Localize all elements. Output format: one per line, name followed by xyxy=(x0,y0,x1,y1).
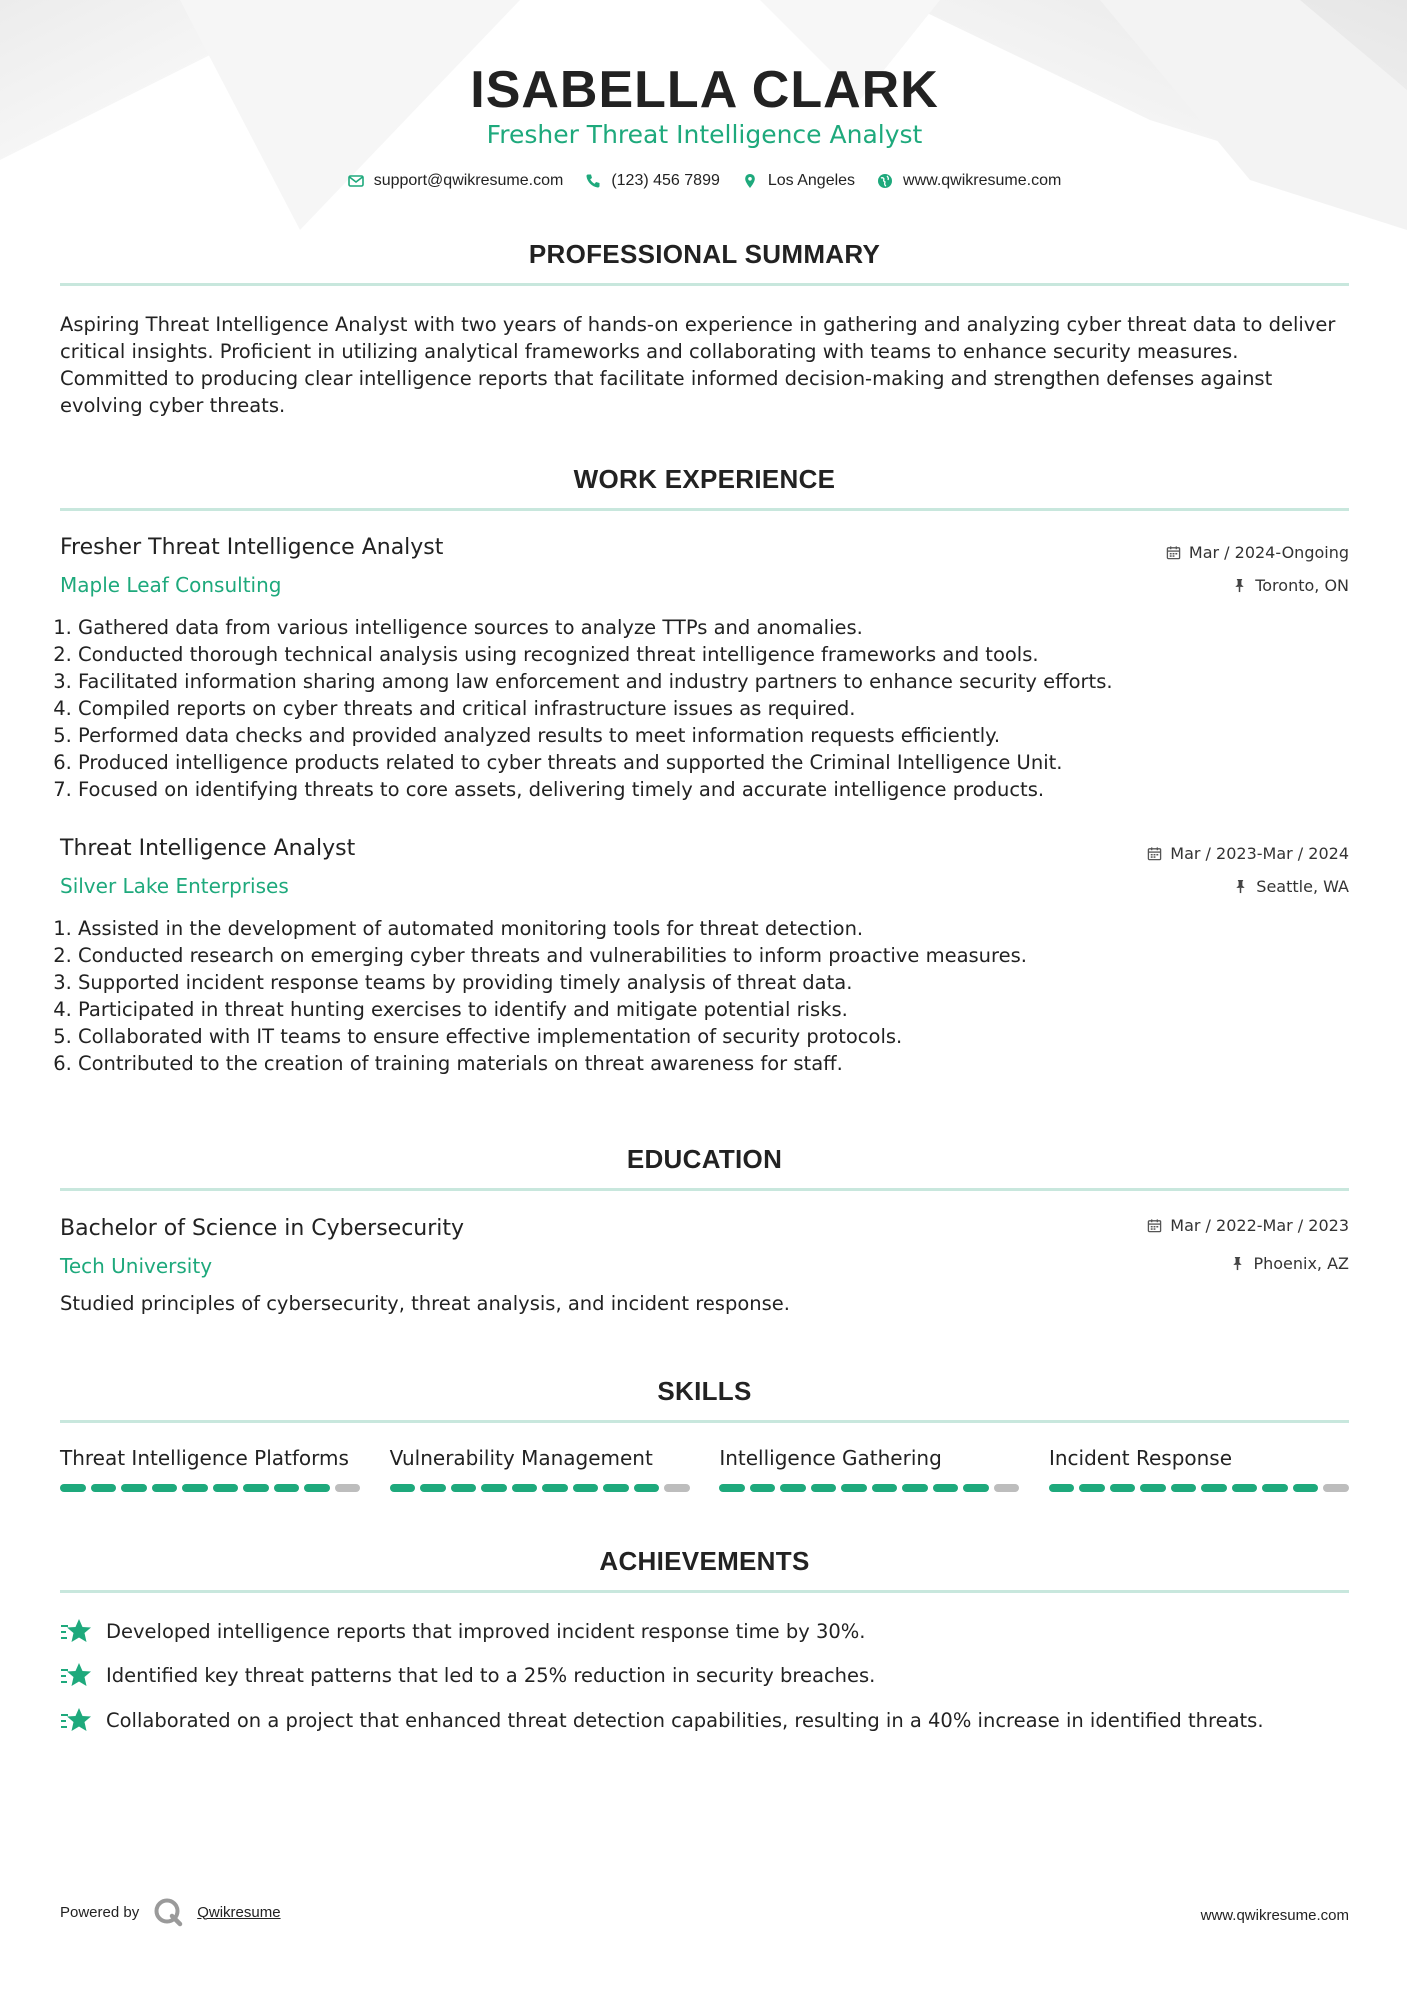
website-text: www.qwikresume.com xyxy=(903,172,1062,189)
skill-segment-filled xyxy=(481,1484,507,1492)
footer-powered-by xyxy=(60,1897,281,1927)
skill-segment-filled xyxy=(213,1484,239,1492)
skill-segment-filled xyxy=(152,1484,178,1492)
star-icon xyxy=(60,1661,92,1689)
job-location xyxy=(1232,576,1349,595)
skill-segment-filled xyxy=(390,1484,416,1492)
experience-heading: WORK EXPERIENCE xyxy=(573,464,836,494)
footer-website-link[interactable]: www.qwikresume.com xyxy=(1200,1907,1349,1924)
contact-email[interactable] xyxy=(348,172,564,190)
job-location-text: Toronto, ON xyxy=(1255,576,1349,595)
contact-website[interactable] xyxy=(877,172,1061,190)
job-dates-text: Mar / 2023-Mar / 2024 xyxy=(1170,844,1349,863)
skill-item xyxy=(60,1446,360,1492)
list-item: 1. Gathered data from various intelligence sources to analyze TTPs and anomalies. xyxy=(78,614,1367,641)
globe-icon xyxy=(877,173,893,189)
experience-divider xyxy=(60,508,1349,511)
phone-text: (123) 456 7899 xyxy=(611,172,720,189)
job-location-text: Seattle, WA xyxy=(1256,877,1349,896)
job-dates-text: Mar / 2024-Ongoing xyxy=(1188,543,1349,562)
education-heading: EDUCATION xyxy=(626,1144,783,1174)
education-dates xyxy=(1147,1216,1349,1235)
location-text: Los Angeles xyxy=(767,172,856,189)
skills-heading: SKILLS xyxy=(657,1376,752,1406)
skill-segment-filled xyxy=(933,1484,959,1492)
skill-segment-empty xyxy=(335,1484,361,1492)
skill-segment-filled xyxy=(1049,1484,1075,1492)
achievements-divider xyxy=(60,1590,1349,1593)
skill-segment-filled xyxy=(603,1484,629,1492)
candidate-name: ISABELLA CLARK xyxy=(470,61,939,119)
qwikresume-logo-icon xyxy=(153,1897,183,1927)
list-item: 5. Performed data checks and provided analyzed results to meet information requests efficiently. xyxy=(78,722,1367,749)
education-description: Studied principles of cybersecurity, threat analysis, and incident response. xyxy=(60,1292,790,1315)
education-location xyxy=(1230,1254,1349,1273)
company-name: Maple Leaf Consulting xyxy=(60,573,282,597)
skill-segment-filled xyxy=(1110,1484,1136,1492)
star-icon xyxy=(60,1706,92,1734)
contact-phone[interactable] xyxy=(585,172,720,190)
list-item: 2. Conducted thorough technical analysis using recognized threat intelligence frameworks and tools. xyxy=(78,641,1367,668)
contact-bar xyxy=(60,172,1349,190)
email-text: support@qwikresume.com xyxy=(373,172,564,189)
achievement-text: Collaborated on a project that enhanced threat detection capabilities, resulting in a 40% increase in identified threats. xyxy=(106,1708,1264,1732)
skill-segment-empty xyxy=(994,1484,1020,1492)
list-item: 3. Supported incident response teams by providing timely analysis of threat data. xyxy=(78,969,1367,996)
list-item: 2. Conducted research on emerging cyber threats and vulnerabilities to inform proactive measures. xyxy=(78,942,1367,969)
school-name: Tech University xyxy=(60,1254,213,1278)
list-item: 6. Contributed to the creation of training materials on threat awareness for staff. xyxy=(78,1050,1367,1077)
skill-segment-filled xyxy=(1079,1484,1105,1492)
skill-segment-filled xyxy=(841,1484,867,1492)
list-item: 7. Focused on identifying threats to core assets, delivering timely and accurate intelligence products. xyxy=(78,776,1367,803)
contact-location xyxy=(742,172,855,190)
skill-segment-filled xyxy=(91,1484,117,1492)
skill-segment-filled xyxy=(719,1484,745,1492)
job-title: Fresher Threat Intelligence Analyst xyxy=(60,535,444,560)
achievements-heading: ACHIEVEMENTS xyxy=(599,1546,810,1576)
skill-segment-filled xyxy=(121,1484,147,1492)
achievement-item xyxy=(60,1706,1349,1734)
candidate-title: Fresher Threat Intelligence Analyst xyxy=(486,120,923,149)
job-location xyxy=(1233,877,1349,896)
calendar-icon xyxy=(1166,545,1181,560)
skill-level-bar xyxy=(719,1484,1019,1492)
degree-title: Bachelor of Science in Cybersecurity xyxy=(60,1216,465,1241)
skill-segment-filled xyxy=(872,1484,898,1492)
skill-segment-filled xyxy=(1232,1484,1258,1492)
skill-segment-filled xyxy=(1201,1484,1227,1492)
skill-item xyxy=(1049,1446,1349,1492)
map-marker-icon xyxy=(742,173,758,189)
list-item: 1. Assisted in the development of automated monitoring tools for threat detection. xyxy=(78,915,1367,942)
achievement-text: Identified key threat patterns that led to a 25% reduction in security breaches. xyxy=(106,1663,876,1687)
skill-segment-filled xyxy=(1293,1484,1319,1492)
education-dates-text: Mar / 2022-Mar / 2023 xyxy=(1170,1216,1349,1235)
job-title: Threat Intelligence Analyst xyxy=(60,836,356,861)
skill-segment-filled xyxy=(634,1484,660,1492)
education-location-text: Phoenix, AZ xyxy=(1253,1254,1349,1273)
skill-name: Threat Intelligence Platforms xyxy=(60,1446,349,1470)
skill-segment-empty xyxy=(1323,1484,1349,1492)
skill-segment-filled xyxy=(1262,1484,1288,1492)
skill-segment-filled xyxy=(963,1484,989,1492)
skill-segment-filled xyxy=(542,1484,568,1492)
summary-text: Aspiring Threat Intelligence Analyst with two years of hands-on experience in gathering and analyzing cyber threat data to deliver critical insights. Proficient in utilizing analytical frameworks and collaborating with teams to enhance security measures. Committed to producing clear intelligence reports that facilitate informed decision-making and strengthen defenses against evolving cyber threats. xyxy=(60,313,1336,417)
skills-list xyxy=(60,1446,1349,1492)
skill-segment-filled xyxy=(1171,1484,1197,1492)
skill-segment-filled xyxy=(811,1484,837,1492)
pin-icon xyxy=(1233,879,1248,894)
skill-segment-filled xyxy=(60,1484,86,1492)
skill-segment-filled xyxy=(573,1484,599,1492)
pin-icon xyxy=(1232,578,1247,593)
skill-segment-filled xyxy=(451,1484,477,1492)
skill-level-bar xyxy=(60,1484,360,1492)
job-bullets xyxy=(60,614,1367,803)
skill-segment-filled xyxy=(1140,1484,1166,1492)
calendar-icon xyxy=(1147,1218,1162,1233)
phone-icon xyxy=(585,173,601,189)
skill-item xyxy=(390,1446,690,1492)
list-item: 5. Collaborated with IT teams to ensure effective implementation of security protocols. xyxy=(78,1023,1367,1050)
star-icon xyxy=(60,1617,92,1645)
skill-segment-filled xyxy=(512,1484,538,1492)
pin-icon xyxy=(1230,1256,1245,1271)
company-name: Silver Lake Enterprises xyxy=(60,874,289,898)
job-dates xyxy=(1147,844,1349,863)
achievement-text: Developed intelligence reports that improved incident response time by 30%. xyxy=(106,1619,866,1643)
skill-segment-filled xyxy=(243,1484,269,1492)
skill-segment-filled xyxy=(274,1484,300,1492)
skill-name: Vulnerability Management xyxy=(389,1446,653,1470)
skill-segment-filled xyxy=(780,1484,806,1492)
list-item: 4. Compiled reports on cyber threats and critical infrastructure issues as required. xyxy=(78,695,1367,722)
skill-segment-filled xyxy=(902,1484,928,1492)
summary-heading: PROFESSIONAL SUMMARY xyxy=(528,239,881,269)
list-item: 4. Participated in threat hunting exercises to identify and mitigate potential risks. xyxy=(78,996,1367,1023)
skill-segment-filled xyxy=(420,1484,446,1492)
powered-by-label: Powered by xyxy=(60,1903,140,1921)
envelope-icon xyxy=(348,173,364,189)
job-bullets xyxy=(60,915,1367,1077)
skill-level-bar xyxy=(390,1484,690,1492)
skill-level-bar xyxy=(1049,1484,1349,1492)
job-dates xyxy=(1166,543,1349,562)
skill-segment-empty xyxy=(664,1484,690,1492)
skill-segment-filled xyxy=(182,1484,208,1492)
skill-name: Intelligence Gathering xyxy=(719,1446,942,1470)
education-divider xyxy=(60,1188,1349,1191)
list-item: 6. Produced intelligence products related to cyber threats and supported the Criminal Intelligence Unit. xyxy=(78,749,1367,776)
list-item: 3. Facilitated information sharing among law enforcement and industry partners to enhance security efforts. xyxy=(78,668,1367,695)
achievement-item xyxy=(60,1617,1349,1645)
skill-item xyxy=(719,1446,1019,1492)
summary-divider xyxy=(60,283,1349,286)
skill-name: Incident Response xyxy=(1048,1446,1233,1470)
skill-segment-filled xyxy=(750,1484,776,1492)
calendar-icon xyxy=(1147,846,1162,861)
skills-divider xyxy=(60,1420,1349,1423)
qwikresume-link[interactable]: Qwikresume xyxy=(197,1903,281,1921)
skill-segment-filled xyxy=(304,1484,330,1492)
achievement-item xyxy=(60,1661,1349,1689)
